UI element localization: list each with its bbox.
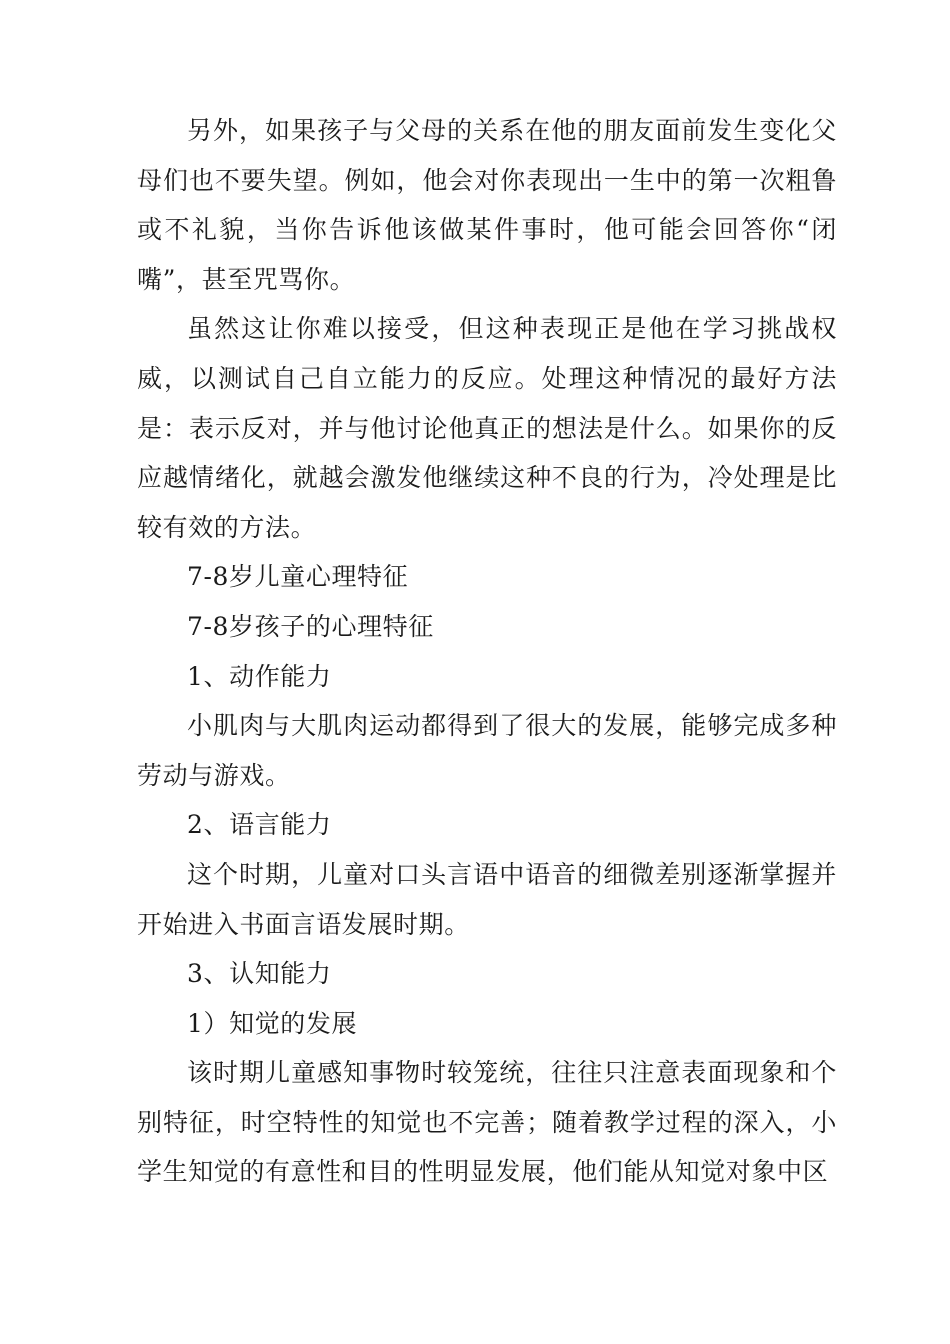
paragraph-perception-development: 该时期儿童感知事物时较笼统，往往只注意表面现象和个别特征，时空特性的知觉也不完善；随着教学过程的深入，小学生知觉的有意性和目的性明显发展，他们能从知觉对象中区	[137, 1058, 837, 1187]
heading-perception-development: 1）知觉的发展	[187, 1008, 358, 1038]
heading-cognitive-ability: 3、认知能力	[187, 959, 332, 989]
heading-child-traits: 7-8岁孩子的心理特征	[187, 611, 434, 641]
document-body	[137, 106, 837, 1197]
paragraph-language-ability: 这个时期，儿童对口头言语中语音的细微差别逐渐掌握并开始进入书面言语发展时期。	[137, 859, 837, 939]
paragraph-challenging-authority: 虽然这让你难以接受，但这种表现正是他在学习挑战权威，以测试自己自立能力的反应。处理这种情况的最好方法是：表示反对，并与他讨论他真正的想法是什么。如果你的反应越情绪化，就越会激发他继续这种不良的行为，冷处理是比较有效的方法。	[137, 314, 837, 542]
paragraph-motor-ability: 小肌肉与大肌肉运动都得到了很大的发展，能够完成多种劳动与游戏。	[137, 711, 837, 790]
paragraph-parent-relationship: 另外，如果孩子与父母的关系在他的朋友面前发生变化父母们也不要失望。例如，他会对你表现出一生中的第一次粗鲁或不礼貌，当你告诉他该做某件事时，他可能会回答你“闭嘴”，甚至咒骂你。	[137, 116, 837, 294]
heading-psychological-traits: 7-8岁儿童心理特征	[187, 562, 409, 592]
heading-language-ability: 2、语言能力	[187, 810, 332, 840]
heading-motor-ability: 1、动作能力	[187, 661, 332, 691]
